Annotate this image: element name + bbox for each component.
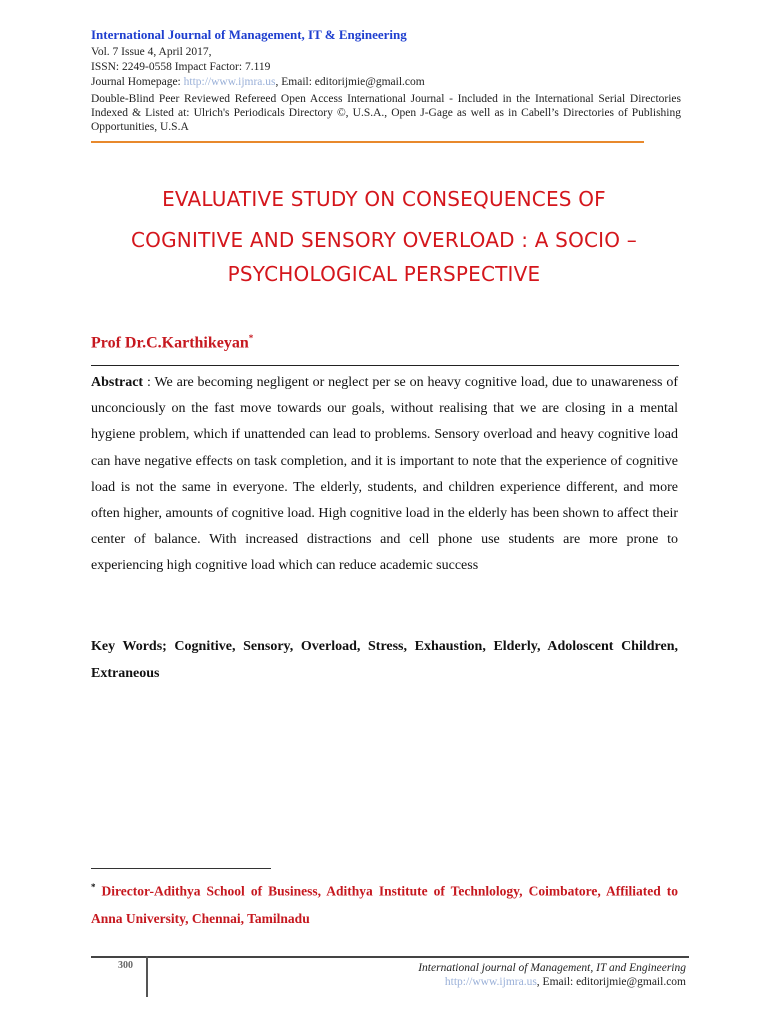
paper-title-line-2: COGNITIVE AND SENSORY OVERLOAD : A SOCIO – [131,228,637,252]
abstract-separator: : [143,375,155,390]
author-name-text: Prof Dr.C.Karthikeyan [91,334,249,352]
author-divider [91,365,679,366]
footer-email: , Email: editorijmie@gmail.com [536,976,686,988]
homepage-link[interactable]: http://www.ijmra.us [183,76,276,88]
homepage-line [91,75,425,89]
footer-link[interactable]: http://www.ijmra.us [444,976,537,988]
author-name [91,333,253,352]
footnote-text: Director-Adithya School of Business, Adithya Institute of Technlology, Coimbatore, Affiliated to Anna University, Chennai, Tamilnadu [91,883,678,926]
indexing-statement: Double-Blind Peer Reviewed Refereed Open Access International Journal - Included in the International Serial Directories Indexed & Listed at: Ulrich's Periodicals Directory ©, U.S.A., Open J-Gage as well as in Cabell’s Directories of Publishing Opportunities, U.S.A [91,93,681,133]
abstract [91,370,678,580]
footnote-divider [91,868,271,869]
abstract-text: We are becoming negligent or neglect per se on heavy cognitive load, due to unawareness of unconciously on the fast move towards our goals, without realising that we are closing in a mental hygiene problem, which if unattended can lead to problems. Sensory overload and heavy cognitive load can have negative effects on task completion, and it is important to note that the experience of cognitive load is not the same in everyone. The elderly, students, and children experience different, and more often higher, amounts of cognitive load. High cognitive load in the elderly has been shown to affect their center of balance. With increased distractions and cell phone use students are more prone to experiencing high cognitive load which can reduce academic success [91,375,678,574]
issn-line: ISSN: 2249-0558 Impact Factor: 7.119 [91,61,271,73]
footer-vertical-divider [146,956,148,997]
footer-journal-name: International journal of Management, IT and Engineering [418,962,686,974]
author-marker: * [248,333,254,343]
paper-title-line-1: EVALUATIVE STUDY ON CONSEQUENCES OF [162,187,606,211]
keywords: Key Words; Cognitive, Sensory, Overload, Stress, Exhaustion, Elderly, Adoloscent Children, Extraneous [91,639,678,681]
header-divider [91,141,644,143]
paper-title-line-3: PSYCHOLOGICAL PERSPECTIVE [227,262,541,286]
footnote-marker: * [91,882,96,892]
author-affiliation-footnote [91,874,678,932]
journal-title: International Journal of Management, IT & Engineering [91,27,407,42]
page-number: 300 [118,960,133,971]
abstract-label: Abstract [91,375,144,390]
footer-contact [445,976,686,988]
header-email: , Email: editorijmie@gmail.com [275,76,425,88]
volume-line: Vol. 7 Issue 4, April 2017, [91,46,212,58]
footer-divider [91,956,689,958]
homepage-label: Journal Homepage: [91,76,184,88]
